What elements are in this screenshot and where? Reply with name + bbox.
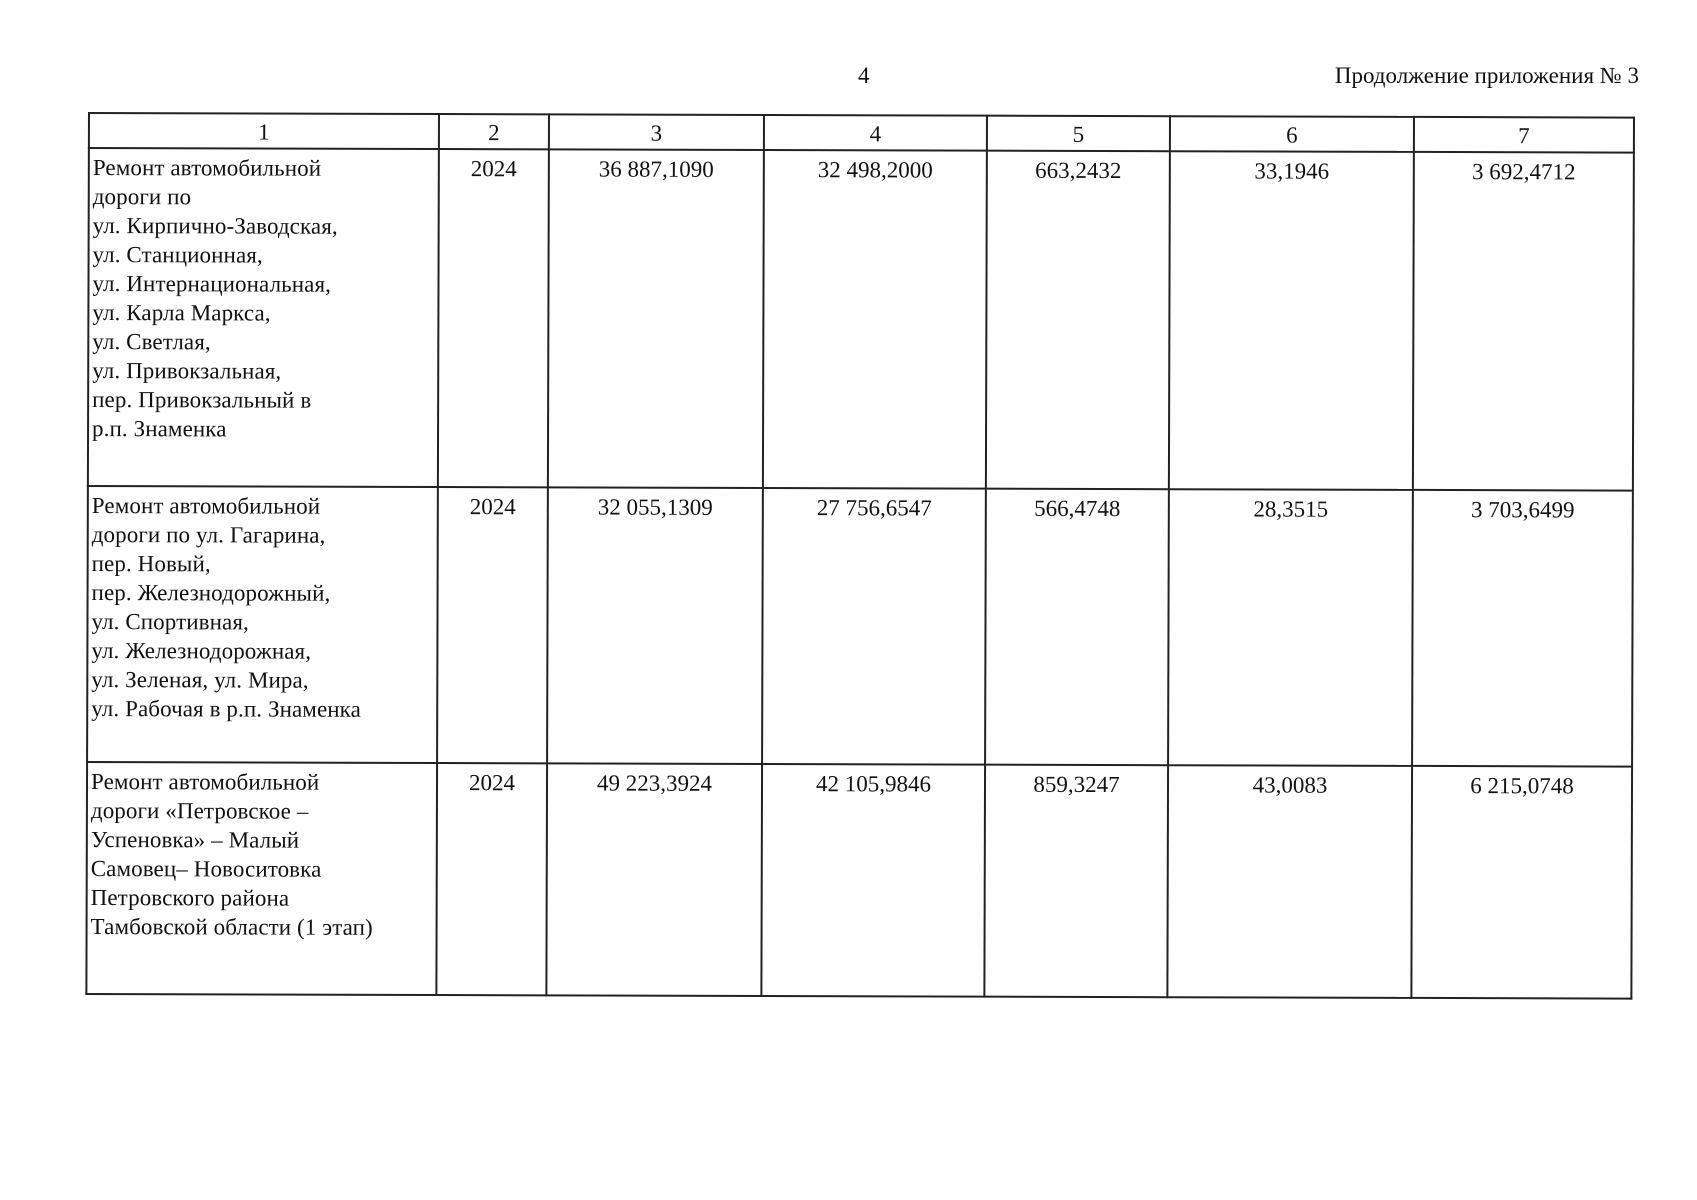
name-line: пер. Железнодорожный, [91, 580, 331, 606]
name-line: ул. Рабочая в р.п. Знаменка [91, 696, 361, 722]
page-number: 4 [858, 63, 870, 88]
appendix-continuation-note: Продолжение приложения № 3 [1334, 63, 1639, 88]
value-cell-col6: 33,1946 [1169, 151, 1414, 490]
name-line: Ремонт автомобильной [92, 155, 322, 181]
name-line: пер. Новый, [91, 551, 211, 577]
column-header: 2 [439, 114, 549, 149]
name-line: ул. Железнодорожная, [91, 638, 312, 664]
value-cell-col3: 49 223,3924 [546, 763, 762, 996]
name-line: Тамбовской области (1 этап) [90, 914, 373, 940]
column-header: 6 [1170, 116, 1414, 152]
name-line: Петровского района [90, 885, 290, 911]
name-line: ул. Зеленая, ул. Мира, [91, 667, 309, 693]
name-line: р.п. Знаменка [92, 416, 227, 442]
name-line: ул. Спортивная, [91, 609, 249, 635]
name-line: ул. Привокзальная, [92, 358, 282, 384]
name-line: ул. Светлая, [92, 329, 211, 355]
name-line: дороги «Петровское – [90, 798, 309, 824]
name-line: дороги по [92, 184, 192, 210]
value-cell-col5: 859,3247 [984, 765, 1168, 998]
value-cell-col6: 43,0083 [1167, 765, 1412, 998]
name-line: Ремонт автомобильной [90, 769, 320, 795]
name-line: пер. Привокзальный в [92, 387, 312, 413]
table-row [87, 486, 1633, 767]
name-line: ул. Кирпично-Заводская, [92, 213, 338, 239]
table-row [88, 148, 1634, 491]
name-line: ул. Карла Маркса, [92, 300, 271, 326]
column-header: 3 [549, 114, 764, 150]
name-line: ул. Станционная, [92, 242, 263, 268]
name-line: Ремонт автомобильной [91, 493, 321, 519]
year-cell: 2024 [437, 487, 548, 763]
value-cell-col5: 663,2432 [986, 151, 1170, 490]
value-cell-col7: 3 703,6499 [1412, 490, 1633, 767]
value-cell-col4: 32 498,2000 [763, 150, 987, 489]
column-header: 5 [987, 116, 1170, 152]
road-repair-name-cell [86, 762, 437, 995]
value-cell-col5: 566,4748 [985, 489, 1169, 766]
column-header: 1 [89, 113, 439, 149]
road-repair-name-cell [87, 486, 438, 763]
name-line: дороги по ул. Гагарина, [91, 522, 326, 548]
name-line: Самовец– Новоситовка [90, 856, 322, 882]
year-cell: 2024 [436, 763, 547, 995]
value-cell-col7: 3 692,4712 [1413, 152, 1634, 491]
table-header-row [89, 113, 1634, 153]
value-cell-col7: 6 215,0748 [1411, 766, 1632, 999]
table-row [86, 762, 1632, 999]
value-cell-col6: 28,3515 [1168, 489, 1413, 766]
value-cell-col3: 32 055,1309 [547, 487, 763, 764]
name-line: ул. Интернациональная, [92, 271, 332, 297]
name-line: Успеновка» – Малый [90, 827, 300, 853]
budget-table-container [85, 112, 1633, 1000]
road-repair-name-cell [88, 148, 439, 487]
value-cell-col4: 42 105,9846 [761, 764, 985, 997]
value-cell-col3: 36 887,1090 [548, 149, 764, 488]
column-header: 4 [764, 115, 987, 151]
value-cell-col4: 27 756,6547 [762, 488, 986, 765]
year-cell: 2024 [438, 149, 549, 487]
budget-table [85, 112, 1635, 1000]
column-header: 7 [1414, 117, 1634, 153]
